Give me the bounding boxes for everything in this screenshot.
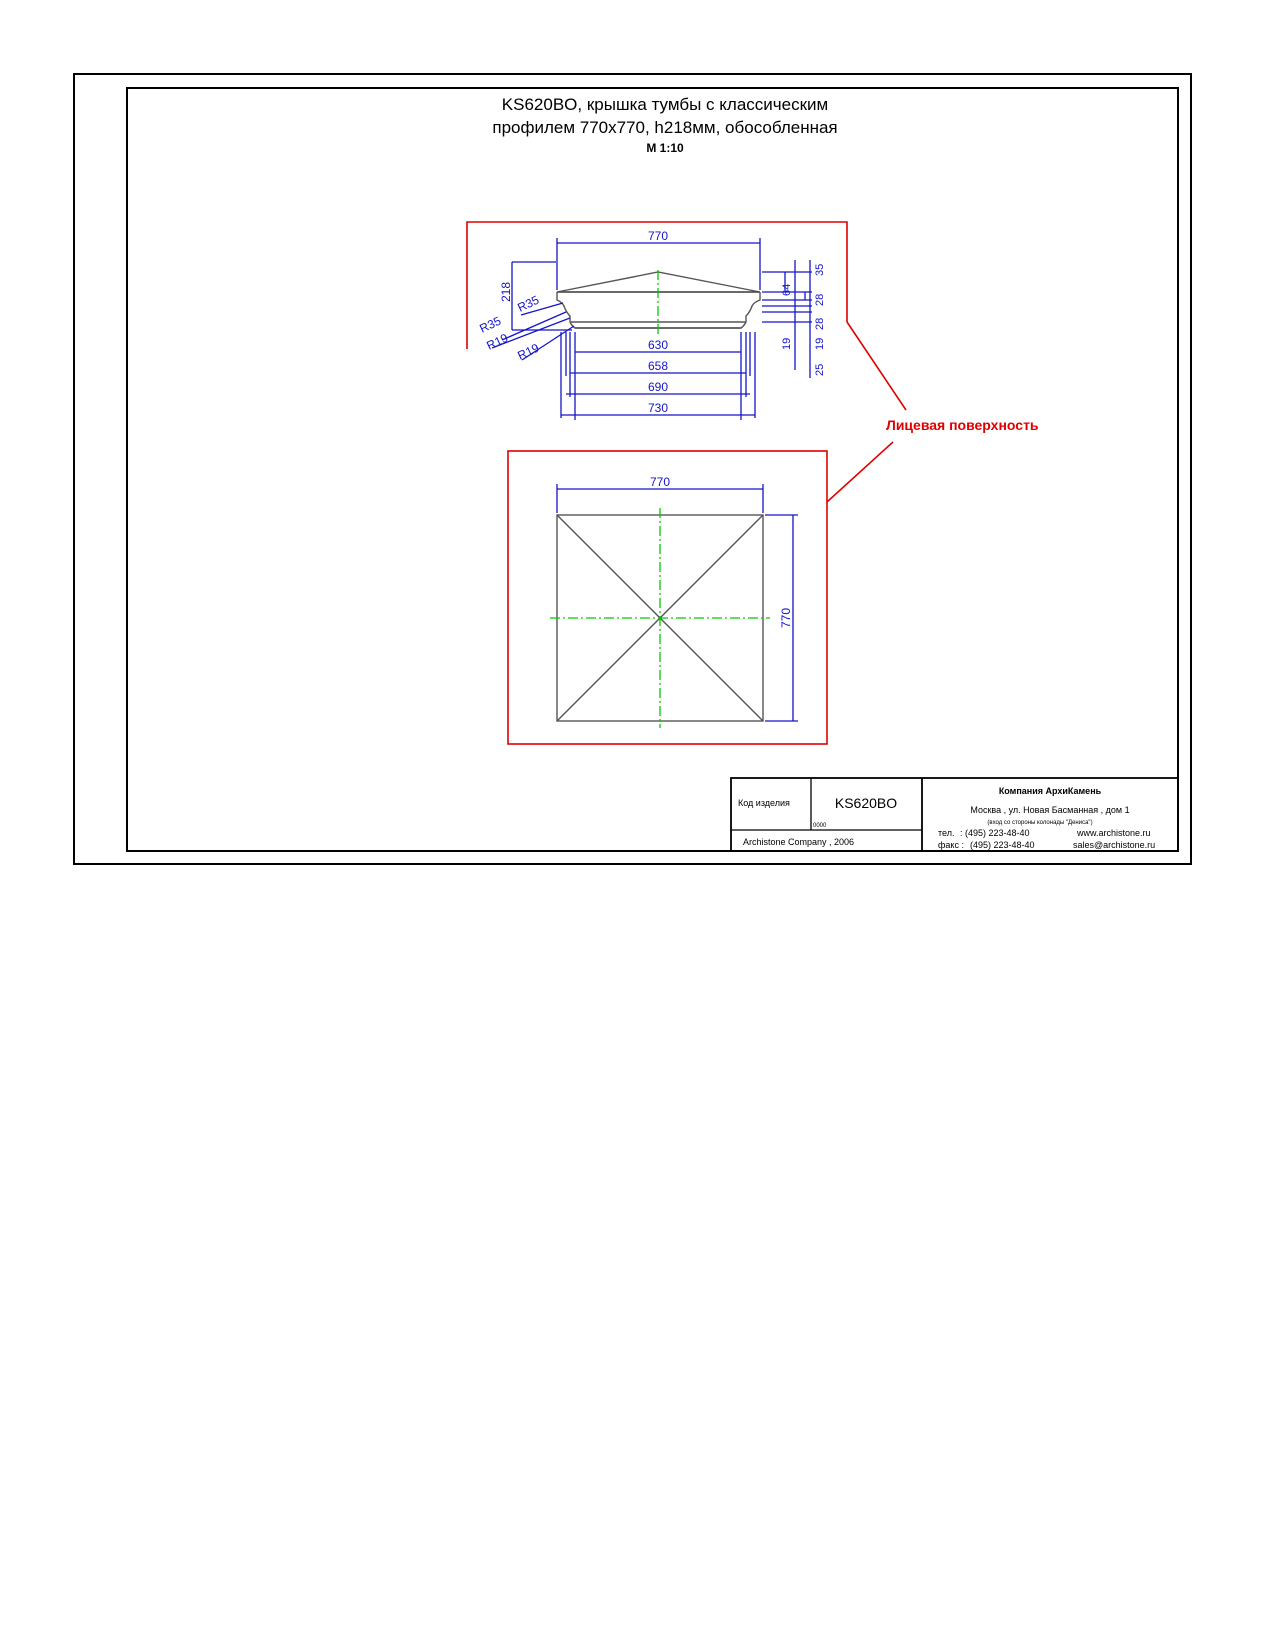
dim-label-25: 25 bbox=[814, 363, 826, 376]
phone-number: : (495) 223-48-40 bbox=[960, 828, 1030, 838]
inner-frame bbox=[127, 88, 1178, 851]
note-leader-top bbox=[847, 322, 906, 410]
outer-frame bbox=[74, 74, 1191, 864]
dim-label-plan-height: 770 bbox=[779, 607, 793, 628]
code-value: KS620BO bbox=[834, 795, 898, 811]
radius-label-3: R19 bbox=[484, 330, 511, 353]
dim-label-770-top: 770 bbox=[647, 229, 669, 243]
dim-label-28-b: 28 bbox=[814, 317, 826, 330]
fax-label: факс : bbox=[938, 840, 964, 850]
radius-label-1: R35 bbox=[515, 292, 542, 315]
profile-view bbox=[467, 222, 847, 420]
dim-label-658: 658 bbox=[647, 359, 669, 373]
dim-label-218: 218 bbox=[499, 281, 513, 302]
dim-label-64: 64 bbox=[781, 283, 793, 296]
plan-view bbox=[508, 451, 827, 744]
dim-label-730: 730 bbox=[647, 401, 669, 415]
radius-label-2: R35 bbox=[477, 313, 504, 336]
code-small: 0000 bbox=[813, 823, 827, 829]
phone-label: тел. bbox=[938, 828, 955, 838]
dim-label-35: 35 bbox=[814, 263, 826, 276]
dim-label-19-a: 19 bbox=[781, 337, 793, 350]
copyright-text: Archistone Company , 2006 bbox=[743, 837, 855, 847]
dim-label-19-b: 19 bbox=[814, 337, 826, 350]
title-line-1: KS620BO, крышка тумбы с классическим bbox=[501, 95, 829, 114]
code-label: Код изделия bbox=[738, 798, 790, 808]
title-block bbox=[731, 778, 1178, 851]
radius-label-4: R19 bbox=[515, 340, 542, 363]
company-address: Москва , ул. Новая Басманная , дом 1 bbox=[970, 805, 1130, 815]
plan-face-frame bbox=[508, 451, 827, 744]
scale-label: М 1:10 bbox=[646, 141, 684, 155]
face-surface-note: Лицевая поверхность bbox=[886, 417, 1039, 433]
dim-label-690: 690 bbox=[647, 380, 669, 394]
dim-label-630: 630 bbox=[647, 338, 669, 352]
dim-label-28-a: 28 bbox=[814, 293, 826, 306]
note-leader-bottom bbox=[827, 442, 893, 502]
company-name: Компания АрхиКамень bbox=[998, 786, 1102, 796]
title-line-2: профилем 770х770, h218мм, обособленная bbox=[492, 118, 838, 137]
website-link[interactable]: www.archistone.ru bbox=[1077, 828, 1151, 838]
fax-number: (495) 223-48-40 bbox=[970, 840, 1035, 850]
address-note: (вход со стороны колонады "Дениса") bbox=[987, 820, 1093, 826]
dim-label-plan-width: 770 bbox=[649, 475, 671, 489]
email-link[interactable]: sales@archistone.ru bbox=[1073, 840, 1156, 850]
